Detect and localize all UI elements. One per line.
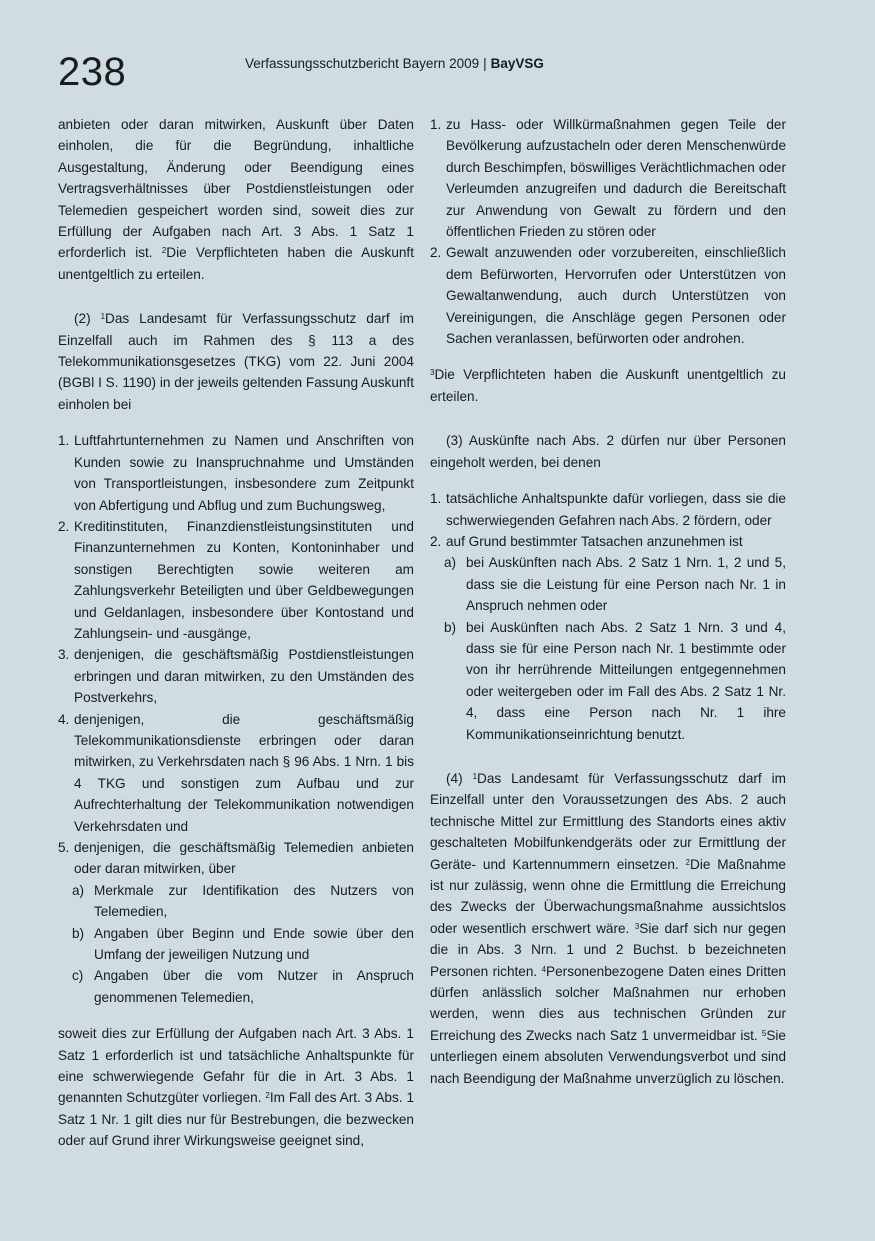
sub-list-item: c) Angaben über die vom Nutzer in Anspruch genommenen Telemedien, <box>72 968 414 1005</box>
list-item: 2. Gewalt anzuwenden oder vorzubereiten, einschließlich dem Befürworten, Hervorrufen oder Unterstützen von Gewaltanwendung, auch durch Unterstützen von Vereinigungen, die Anschläge gegen Personen oder Sachen veranlassen, befürworten oder androhen. <box>430 245 786 347</box>
page-number: 238 <box>58 50 127 94</box>
list-item: 1. zu Hass- oder Willkürmaßnahmen gegen Teile der Bevölkerung aufzustacheln oder deren Menschenwürde durch Beschimpfen, böswilliges Verächtlichmachen oder Verleumden anzugreifen und dadurch die Bereitschaft zur Anwendung von Gewalt zu fördern und den öffentlichen Frieden zu stören oder <box>430 117 786 240</box>
sub-list-item: b) bei Auskünften nach Abs. 2 Satz 1 Nrn. 3 und 4, dass sie für eine Person nach Nr. 1 bestimmte oder von ihr herrührende Mitteilungen entgegennehmen oder weitergeben oder im Fall des Abs. 2 Satz 1 Nr. 4, dass eine Person nach Nr. 1 ihre Kommunikationseinrichtung benutzt. <box>444 619 786 742</box>
list-item: 1. Luftfahrtunternehmen zu Namen und Anschriften von Kunden sowie zu Inanspruchnahme und Umständen von Transportleistungen, insbesondere zum Zeitpunkt von Abfertigung und Abflug und zum Buchungsweg, <box>58 433 414 513</box>
section-label: BayVSG <box>490 56 544 71</box>
right-column <box>430 114 786 1089</box>
sub-list-item: a) Merkmale zur Identifikation des Nutzers von Telemedien, <box>72 882 414 920</box>
sub-list-item: a) bei Auskünften nach Abs. 2 Satz 1 Nrn. 1, 2 und 5, dass sie die Leistung für eine Person nach Nr. 1 in Anspruch nehmen oder <box>444 555 786 614</box>
running-header <box>245 55 544 73</box>
paragraph-3-list <box>430 488 786 745</box>
paragraph-3: (3) Auskünfte nach Abs. 2 dürfen nur über Personen eingeholt werden, bei denen <box>430 433 786 470</box>
sentence-3-paragraph: $^3$Die Verpflichteten haben die Auskunft unentgeltlich zu erteilen. <box>430 367 786 404</box>
publication-title: Verfassungsschutzbericht Bayern 2009 <box>245 56 480 71</box>
header-separator: | <box>483 56 487 71</box>
left-column <box>58 114 414 1152</box>
closing-paragraph: soweit dies zur Erfüllung der Aufgaben nach Art. 3 Abs. 1 Satz 1 erforderlich ist und tatsächliche Anhaltspunkte für eine schwerwiegende Gefahr für die in Art. 3 Abs. 1 genannten Schutzgüter vorliegen. $^2$Im Fall des Art. 3 Abs. 1 Satz 1 Nr. 1 gilt dies nur für Bestrebungen, die bezwecken oder auf Grund ihrer Wirkungsweise geeignet sind, <box>58 1026 414 1149</box>
right-numbered-list <box>430 114 786 349</box>
paragraph-3-sub-list <box>446 552 786 745</box>
list-item: 5. denjenigen, die geschäftsmäßig Telemedien anbieten oder daran mitwirken, über a) Merkmale zur Identifikation des Nutzers von Telemedien, b) Angaben über Beginn und Ende sowie über den Umfang der jeweiligen Nutzung und c) Angaben über die vom Nutzer in Anspruch genommenen Telemedien, <box>58 837 414 1008</box>
list-item: 4. denjenigen, die geschäftsmäßig Telekommunikationsdienste erbringen oder daran mitwirken, zu Verkehrsdaten nach § 96 Abs. 1 Nrn. 1 bis 4 TKG und sonstigen zum Aufbau und zur Aufrechterhaltung der Telekommunikation notwendigen Verkehrsdaten und <box>58 711 414 834</box>
sub-list-item: b) Angaben über Beginn und Ende sowie über den Umfang der jeweiligen Nutzung und <box>72 925 414 963</box>
list-item: 1. tatsächliche Anhaltspunkte dafür vorliegen, dass sie die schwerwiegenden Gefahren nach Abs. 2 fördern, oder <box>430 491 786 528</box>
intro-paragraph: anbieten oder daran mitwirken, Auskunft über Daten einholen, die für die Begründung, inhaltliche Ausgestaltung, Änderung oder Beendigung eines Vertragsverhältnisses über Postdienstleistungen oder Telemedien gespeichert worden sind, soweit dies zur Erfüllung der Aufgaben nach Art. 3 Abs. 1 Satz 1 erforderlich ist. $^2$Die Verpflichteten haben die Auskunft unentgeltlich zu erteilen. <box>58 117 414 282</box>
paragraph-4: (4) $^1$Das Landesamt für Verfassungsschutz darf im Einzelfall unter den Voraussetzungen des Abs. 2 auch technische Mittel zur Ermittlung des Standorts eines aktiv geschalteten Mobilfunkendgeräts oder zur Ermittlung der Geräte- und Kartennummern einsetzen. $^2$Die Maßnahme ist nur zulässig, wenn ohne die Ermittlung die Erreichung des Zwecks der Überwachungsmaßnahme aussichtslos oder wesentlich erschwert wäre. $^3$Sie darf sich nur gegen die in Abs. 3 Nrn. 1 und 2 Buchst. b bezeichneten Personen richten. $^4$Personenbezogene Daten eines Dritten dürfen anlässlich solcher Maßnahmen nur erhoben werden, wenn dies aus technischen Gründen zur Erreichung des Zwecks nach Satz 1 unvermeidbar ist. $^5$Sie unterliegen einem absoluten Verwendungsverbot und sind nach Beendigung der Maßnahme unverzüglich zu löschen. <box>430 770 786 1086</box>
list-item: 3. denjenigen, die geschäftsmäßig Postdienstleistungen erbringen und daran mitwirken, zu den Umständen des Postverkehrs, <box>58 647 414 706</box>
left-sub-list <box>74 880 414 1008</box>
list-item: 2. Kreditinstituten, Finanzdienstleistungsinstituten und Finanzunternehmen zu Konten, Kontoninhaber und sonstigen Berechtigten sowie weiteren am Zahlungsverkehr Beteiligten und über Geldbewegungen und Geldanlagen, insbesondere über Kontostand und Zahlungsein- und -ausgänge, <box>58 518 414 641</box>
paragraph-2: (2) $^1$Das Landesamt für Verfassungsschutz darf im Einzelfall auch im Rahmen des § 113 a des Telekommunikationsgesetzes (TKG) vom 22. Juni 2004 (BGBl I S. 1190) in der jeweils geltenden Fassung Auskunft einholen bei <box>58 311 414 412</box>
list-item: 2. auf Grund bestimmter Tatsachen anzunehmen ist a) bei Auskünften nach Abs. 2 Satz 1 Nrn. 1, 2 und 5, dass sie die Leistung für eine Person nach Nr. 1 in Anspruch nehmen oder b) bei Auskünften nach Abs. 2 Satz 1 Nrn. 3 und 4, dass sie für eine Person nach Nr. 1 bestimmte oder von ihr herrührende Mitteilungen entgegennehmen oder weitergeben oder im Fall des Abs. 2 Satz 1 Nr. 4, dass eine Person nach Nr. 1 ihre Kommunikationseinrichtung benutzt. <box>430 531 786 745</box>
left-numbered-list <box>58 430 414 1008</box>
